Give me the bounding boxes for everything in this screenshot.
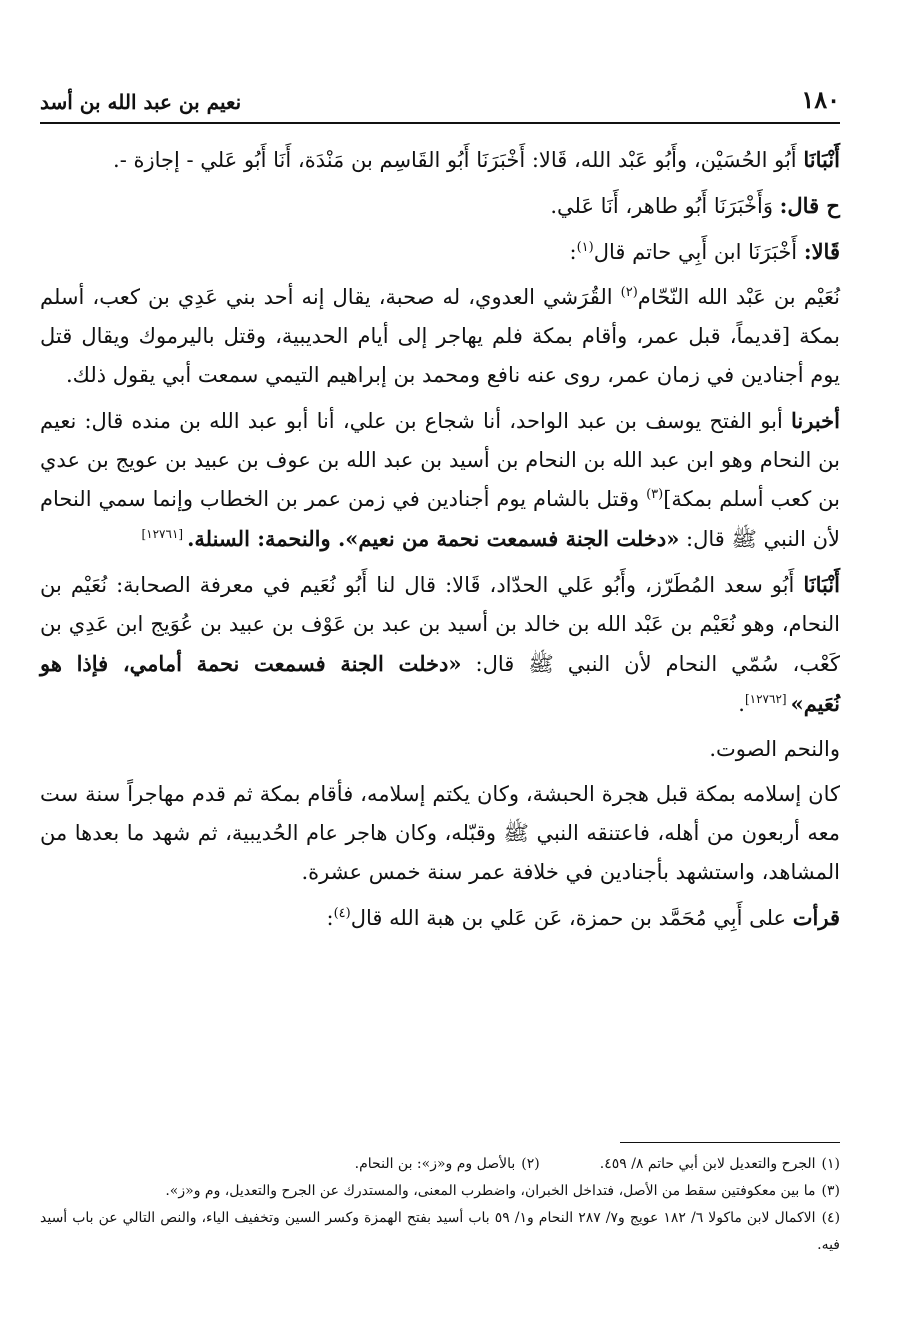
page-header [40, 80, 840, 124]
paragraph-text: والنحم الصوت. [709, 737, 840, 761]
footnote-text: الجرح والتعديل لابن أبي حاتم ٨/ ٤٥٩. [599, 1156, 816, 1172]
isnad-lead: أَنْبَانَا [803, 572, 840, 597]
paragraph-text: أَبُو الحُسَيْن، وأَبُو عَبْد الله، قَالا: أَخْبَرَنَا أَبُو القَاسِم بن مَنْدَة، أَنَا أَبُو عَلي - إجازة -. [113, 148, 804, 172]
page [40, 80, 840, 938]
footnote-text: الاكمال لابن ماكولا ٦/ ١٨٢ عويج و٧/ ٢٨٧ النحام و١/ ٥٩ باب أسيد بفتح الهمزة وكسر السين وتخفيف الياء، والنص التالي عن باب أسيد فيه. [40, 1210, 840, 1253]
paragraph-text: نُعَيْم بن عَبْد الله النّحّام [637, 285, 840, 309]
paragraph-text: وَأَخْبَرَنَا أَبُو طاهر، أَنَا عَلي. [550, 194, 780, 218]
paragraph [40, 730, 840, 769]
footnote-mark: (٢) [521, 1156, 540, 1172]
isnad-lead: قرأت [792, 905, 840, 930]
footnote-text: ما بين معكوفتين سقط من الأصل، فتداخل الخبران، واضطرب المعنى، والمستدرك عن الجرح والتعديل، وم و«ز». [165, 1183, 816, 1199]
paragraph [40, 278, 840, 395]
footnote-ref[interactable]: (٣) [646, 487, 664, 502]
hadith-number: [١٢٧٦٢] [744, 692, 787, 706]
paragraph-tail: : [326, 906, 334, 930]
footnote-ref[interactable]: (٤) [333, 906, 351, 921]
isnad-lead: ح قال: [779, 193, 840, 218]
isnad-lead: أخبرنا [791, 408, 840, 433]
footnote-4 [40, 1205, 840, 1259]
hadith-quote: «دخلت الجنة فسمعت نحمة من نعيم». والنحمة: السنلة. [187, 526, 680, 551]
footnote-row [40, 1151, 840, 1178]
page-number: ١٨٠ [801, 85, 840, 114]
hadith-quote: «دخلت الجنة فسمعت نحمة أمامي، فإذا هو نُعَيم» [40, 651, 840, 716]
paragraph [40, 186, 840, 226]
footnote-ref[interactable]: (١) [576, 240, 594, 255]
footnote-divider [620, 1142, 840, 1143]
main-text [40, 140, 840, 938]
paragraph [40, 232, 840, 272]
paragraph [40, 898, 840, 938]
hadith-number: [١٢٧٦١] [141, 527, 184, 541]
running-title: نعيم بن عبد الله بن أسد [40, 90, 242, 114]
footnote-2 [355, 1151, 540, 1178]
paragraph-tail: وقتل بالشام يوم أجنادين في زمن عمر بن الخطاب وإنما سمي النحام لأن النبي ﷺ قال: [40, 487, 840, 551]
footnote-ref[interactable]: (٢) [620, 285, 638, 300]
paragraph [40, 401, 840, 559]
isnad-lead: قَالا: [803, 239, 840, 264]
paragraph-text: أَخْبَرَنَا ابن أَبِي حاتم قال [593, 240, 804, 264]
paragraph-text: على أَبِي مُحَمَّد بن حمزة، عَن عَلي بن هبة الله قال [350, 906, 793, 930]
paragraph-text: كان إسلامه بمكة قبل هجرة الحبشة، وكان يكتم إسلامه، فأقام بمكة ثم قدم مهاجراً سنة ست معه أربعون من أهله، فاعتنقه النبي ﷺ وقبّله، وكان هاجر عام الحُديبية، ثم شهد ما بعدها من المشاهد، واستشهد بأجنادين في خلافة عمر سنة خمس عشرة. [40, 782, 840, 884]
paragraph-text: أَبُو سعد المُطَرّز، وأَبُو عَلي الحدّاد، قَالا: قال لنا أَبُو نُعَيم في معرفة الصحابة: نُعَيْم بن النحام، وهو نُعَيْم بن عَبْد الله بن خالد بن أسيد بن عبد بن عَوْف بن عبيد بن عُوَيج ابن عَدِي بن كَعْب، سُمّي النحام لأن النبي ﷺ قال: [40, 573, 840, 676]
footnote-text: بالأصل وم و«ز»: بن النحام. [354, 1156, 516, 1172]
paragraph-tail: : [569, 240, 577, 264]
footnote-mark: (١) [821, 1156, 840, 1172]
paragraph [40, 140, 840, 180]
isnad-lead: أَنْبَانَا [803, 147, 840, 172]
paragraph [40, 565, 840, 724]
footnotes [40, 1142, 840, 1259]
footnote-3 [40, 1178, 840, 1205]
paragraph-tail: القُرَشي العدوي، له صحبة، يقال إنه أحد بني عَدِي بن كعب، أسلم بمكة [قديماً، قبل عمر، وأقام بمكة فلم يهاجر إلى أيام الحديبية، وقتل باليرموك ويقال قتل يوم أجنادين في زمان عمر، روى عنه نافع ومحمد بن إبراهيم التيمي سمعت أبي يقول ذلك. [40, 285, 840, 387]
footnote-1 [600, 1151, 840, 1178]
footnote-mark: (٤) [821, 1210, 841, 1226]
paragraph-end: . [738, 692, 745, 716]
paragraph [40, 775, 840, 892]
footnote-mark: (٣) [821, 1183, 840, 1199]
paragraph-text: أبو الفتح يوسف بن عبد الواحد، أنا شجاع بن علي، أنا أبو عبد الله بن منده قال: نعيم بن النحام وهو ابن عبد الله بن النحام بن أسيد بن عبد الله بن عوف بن عبيد بن عويج بن عدي بن كعب أسلم بمكة] [40, 409, 840, 511]
